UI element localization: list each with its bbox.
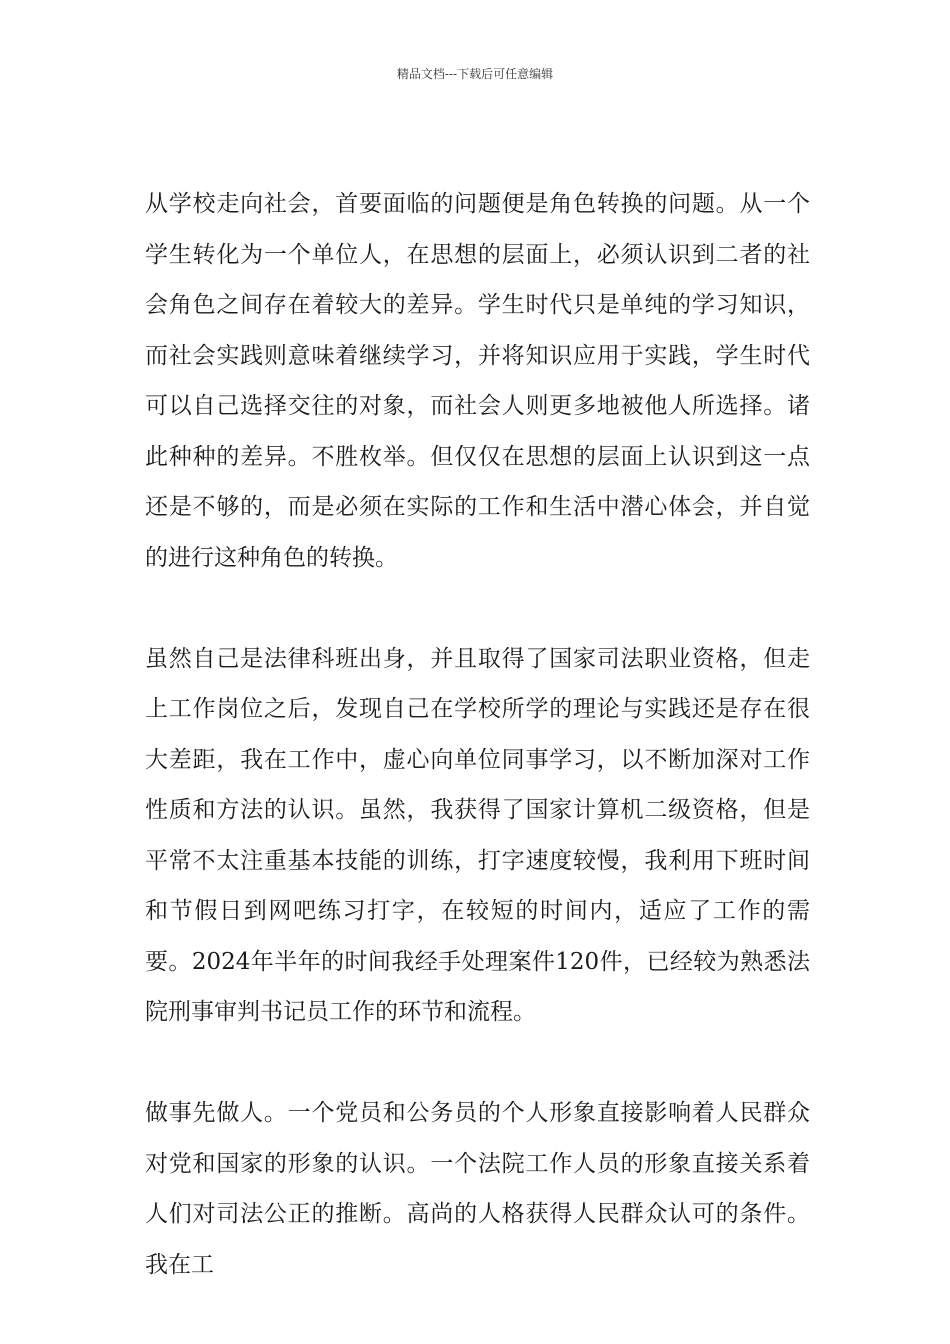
document-body [145,179,810,1290]
paragraph-work-experience: 虽然自己是法律科班出身，并且取得了国家司法职业资格，但走上工作岗位之后，发现自己在学校所学的理论与实践还是存在很大差距，我在工作中，虚心向单位同事学习，以不断加深对工作性质和方法的认识。虽然，我获得了国家计算机二级资格，但是平常不太注重基本技能的训练，打字速度较慢，我利用下班时间和节假日到网吧练习打字，在较短的时间内，适应了工作的需要。2024年半年的时间我经手处理案件120件，已经较为熟悉法院刑事审判书记员工作的环节和流程。 [145,645,810,1025]
paragraph-personal-conduct: 做事先做人。一个党员和公务员的个人形象直接影响着人民群众对党和国家的形象的认识。一个法院工作人员的形象直接关系着人们对司法公正的推断。高尚的人格获得人民群众认可的条件。我在工 [145,1100,810,1278]
paragraph-role-transition: 从学校走向社会，首要面临的问题便是角色转换的问题。从一个学生转化为一个单位人，在思想的层面上，必须认识到二者的社会角色之间存在着较大的差异。学生时代只是单纯的学习知识，而社会实践则意味着继续学习，并将知识应用于实践，学生时代可以自己选择交往的对象，而社会人则更多地被他人所选择。诸此种种的差异。不胜枚举。但仅仅在思想的层面上认识到这一点还是不够的，而是必须在实际的工作和生活中潜心体会，并自觉的进行这种角色的转换。 [145,191,810,571]
page-header: 精品文档---下载后可任意编辑 [396,67,554,81]
